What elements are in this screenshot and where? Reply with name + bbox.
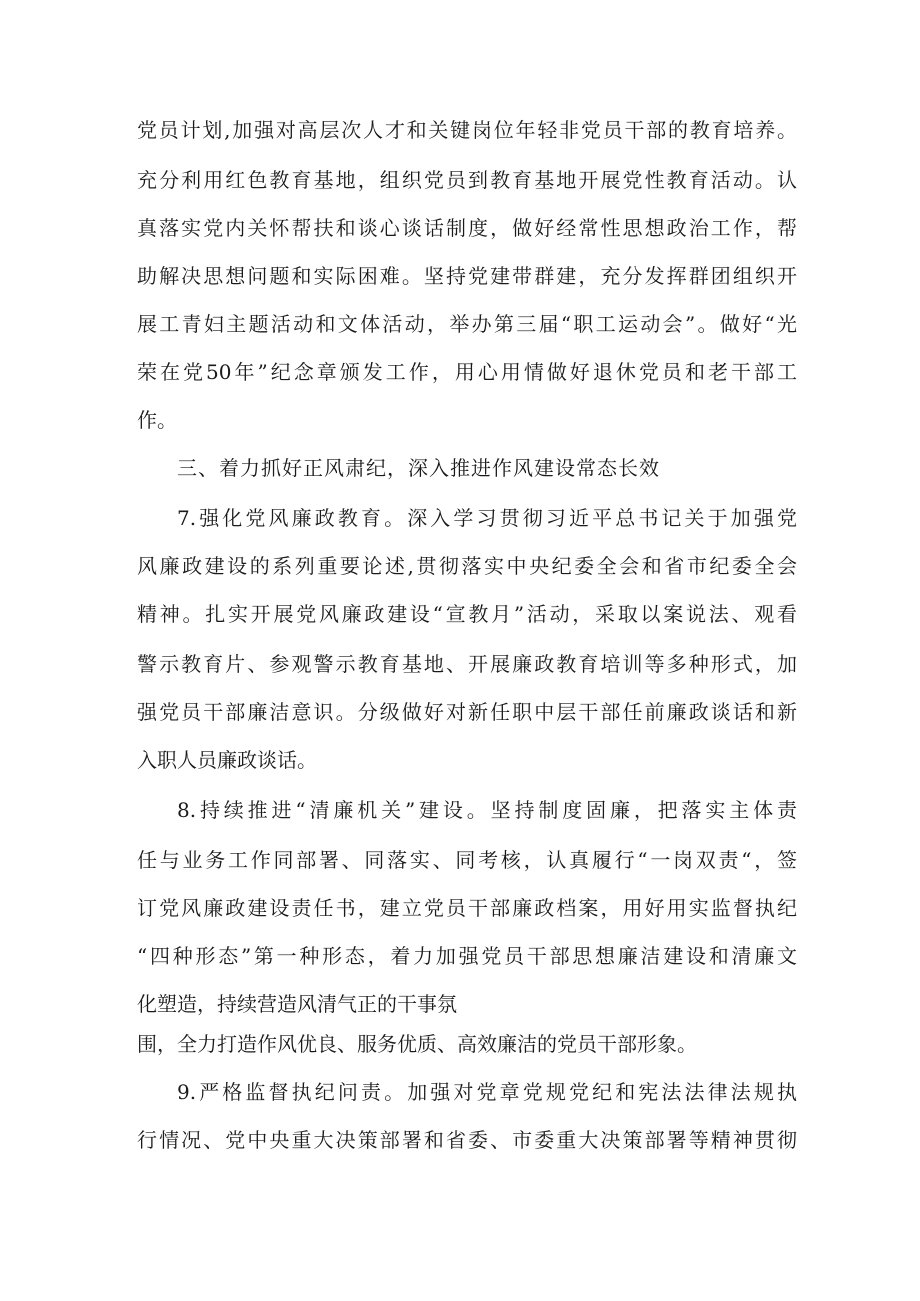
text-line-2: 充分利用红色教育基地，组织党员到教育基地开展党性教育活动。认 <box>137 168 797 192</box>
text-line-13: 强党员干部廉洁意识。分级做好对新任职中层干部任前廉政谈话和新 <box>137 700 797 724</box>
text-line-19: 化塑造，持续营造风清气正的干事氛 <box>137 992 457 1016</box>
text-line-17: 订党风廉政建设责任书，建立党员干部廉政档案，用好用实监督执纪 <box>137 896 797 920</box>
text-line-15: 8.持续推进“清廉机关”建设。坚持制度固廉，把落实主体责 <box>177 798 797 822</box>
text-line-20: 围，全力打造作风优良、服务优质、高效廉洁的党员干部形象。 <box>137 1032 697 1056</box>
text-line-6: 荣在党50年”纪念章颁发工作，用心用情做好退休党员和老干部工 <box>137 360 797 384</box>
text-line-3: 真落实党内关怀帮扶和谈心谈话制度，做好经常性思想政治工作，帮 <box>137 216 797 240</box>
text-line-7: 作。 <box>137 408 177 432</box>
section-heading: 三、着力抓好正风肃纪，深入推进作风建设常态长效 <box>177 456 660 480</box>
text-line-18: “四种形态”第一种形态，着力加强党员干部思想廉洁建设和清廉文 <box>137 944 797 968</box>
text-line-10: 风廉政建设的系列重要论述,贯彻落实中央纪委全会和省市纪委全会 <box>137 554 797 578</box>
text-line-14: 入职人员廉政谈话。 <box>137 748 317 772</box>
text-line-5: 展工青妇主题活动和文体活动，举办第三届“职工运动会”。做好“光 <box>137 312 797 336</box>
text-line-12: 警示教育片、参观警示教育基地、开展廉政教育培训等多种形式，加 <box>137 652 797 676</box>
text-line-1: 党员计划,加强对高层次人才和关键岗位年轻非党员干部的教育培养。 <box>137 118 797 142</box>
text-line-22: 行情况、党中央重大决策部署和省委、市委重大决策部署等精神贯彻 <box>137 1128 797 1152</box>
text-line-9: 7.强化党风廉政教育。深入学习贯彻习近平总书记关于加强党 <box>177 506 797 530</box>
text-line-4: 助解决思想问题和实际困难。坚持党建带群建，充分发挥群团组织开 <box>137 264 797 288</box>
text-line-21: 9.严格监督执纪问责。加强对党章党规党纪和宪法法律法规执 <box>177 1080 797 1104</box>
text-line-16: 任与业务工作同部署、同落实、同考核，认真履行“一岗双责“，签 <box>137 848 797 872</box>
text-line-11: 精神。扎实开展党风廉政建设“宣教月”活动，采取以案说法、观看 <box>137 602 797 626</box>
